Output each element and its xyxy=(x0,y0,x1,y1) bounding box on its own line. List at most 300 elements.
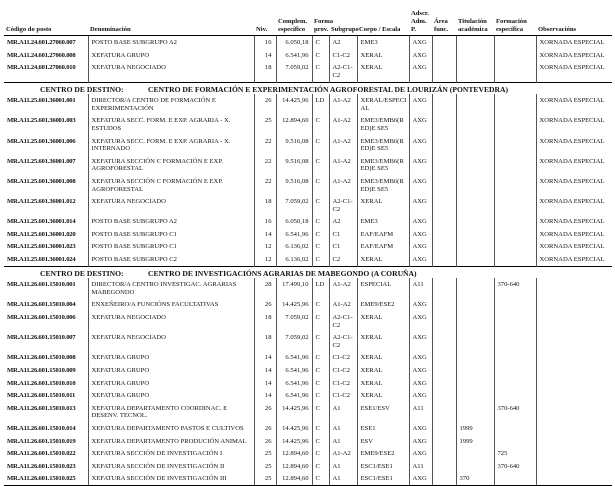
cell-corpo: ESC1/ESE1 xyxy=(357,460,409,473)
cell-codigo: MR.A11.26.601.15010.007 xyxy=(4,331,88,351)
column-header-area xyxy=(432,8,456,36)
cell-titulacion xyxy=(456,155,494,175)
cell-area xyxy=(432,389,456,402)
cell-complem: 6.541,96 xyxy=(276,49,312,62)
section-header-cell xyxy=(4,82,612,94)
cell-titulacion xyxy=(456,215,494,228)
cell-subgrupo: A1 xyxy=(329,435,357,448)
cell-niv: 25 xyxy=(254,460,276,473)
cell-subgrupo: A2-C1-C2 xyxy=(329,311,357,331)
cell-formacion xyxy=(494,422,536,435)
cell-corpo: XERAL xyxy=(357,389,409,402)
cell-complem: 14.425,96 xyxy=(276,402,312,422)
table-row xyxy=(4,36,612,49)
cell-codigo: MR.A11.25.601.36001.012 xyxy=(4,195,88,215)
cell-obs xyxy=(536,311,612,331)
cell-forma: C xyxy=(312,402,329,422)
cell-adscr: AXG xyxy=(409,331,432,351)
cell-codigo: MR.A11.25.601.36001.006 xyxy=(4,135,88,155)
column-header-line1: Adscr. xyxy=(411,10,429,17)
cell-complem: 6.541,96 xyxy=(276,351,312,364)
cell-complem: 12.894,60 xyxy=(276,472,312,485)
column-header-line1: Forma xyxy=(314,17,334,25)
cell-corpo: XERAL xyxy=(357,377,409,390)
cell-titulacion xyxy=(456,447,494,460)
cell-niv: 12 xyxy=(254,240,276,253)
cell-obs xyxy=(536,364,612,377)
cell-niv: 26 xyxy=(254,435,276,448)
cell-formacion xyxy=(494,331,536,351)
cell-subgrupo: C1-C2 xyxy=(329,49,357,62)
cell-formacion xyxy=(494,311,536,331)
column-header-line2: Adm. P. xyxy=(411,18,427,33)
cell-complem: 14.425,96 xyxy=(276,435,312,448)
cell-adscr: AXG xyxy=(409,422,432,435)
cell-forma: LD xyxy=(312,94,329,114)
cell-formacion xyxy=(494,36,536,49)
cell-obs xyxy=(536,389,612,402)
cell-niv: 14 xyxy=(254,364,276,377)
table-row xyxy=(4,61,612,82)
cell-corpo: EME3/EMB6(RED)E SE5 xyxy=(357,155,409,175)
section-header-row xyxy=(4,82,612,94)
cell-adscr: AXG xyxy=(409,311,432,331)
cell-denom: POSTO BASE SUBGRUPO C1 xyxy=(88,240,254,253)
column-header-line1 xyxy=(331,18,355,26)
cell-codigo: MR.A11.25.601.36001.020 xyxy=(4,228,88,241)
table-row xyxy=(4,175,612,195)
cell-forma: C xyxy=(312,435,329,448)
cell-corpo: EAF/EAFM xyxy=(357,240,409,253)
cell-forma: C xyxy=(312,311,329,331)
cell-complem: 6.541,96 xyxy=(276,228,312,241)
cell-area xyxy=(432,36,456,49)
column-header-line2: prov. xyxy=(314,25,329,33)
cell-forma: C xyxy=(312,114,329,134)
centro-destino-name: CENTRO DE INVESTIGACIÓNS AGRARIAS DE MABEGONDO (A CORUÑA) xyxy=(148,268,417,278)
cell-denom: XEFATURA NEGOCIADO xyxy=(88,61,254,82)
table-row xyxy=(4,351,612,364)
table-row xyxy=(4,49,612,62)
cell-corpo: XERAL xyxy=(357,331,409,351)
cell-subgrupo: A2-C1-C2 xyxy=(329,195,357,215)
cell-complem: 6.050,18 xyxy=(276,215,312,228)
cell-subgrupo: C1 xyxy=(329,228,357,241)
cell-titulacion xyxy=(456,94,494,114)
cell-denom: XEFATURA GRUPO xyxy=(88,49,254,62)
cell-complem: 12.894,60 xyxy=(276,460,312,473)
cell-obs xyxy=(536,278,612,298)
cell-titulacion xyxy=(456,402,494,422)
cell-niv: 16 xyxy=(254,215,276,228)
cell-titulacion xyxy=(456,460,494,473)
cell-formacion xyxy=(494,377,536,390)
centro-destino-label: CENTRO DE DESTINO: xyxy=(40,84,124,94)
cell-titulacion xyxy=(456,253,494,266)
column-header-line2: Código do posto xyxy=(6,25,52,33)
cell-denom: POSTO BASE SUBGRUPO C1 xyxy=(88,228,254,241)
cell-formacion xyxy=(494,351,536,364)
table-row xyxy=(4,447,612,460)
section-header-row xyxy=(4,266,612,278)
cell-niv: 22 xyxy=(254,155,276,175)
cell-adscr: A11 xyxy=(409,278,432,298)
cell-denom: DIRECTOR/A CENTRO DE FORMACIÓN E EXPERIMENTACIÓN xyxy=(88,94,254,114)
cell-subgrupo: A1-A2 xyxy=(329,94,357,114)
cell-area xyxy=(432,311,456,331)
cell-codigo: MR.A11.26.601.15010.023 xyxy=(4,460,88,473)
cell-denom: XEFATURA SECCIÓN C FORMACIÓN E EXP. AGROFORESTAL xyxy=(88,155,254,175)
cell-complem: 9.516,08 xyxy=(276,175,312,195)
cell-denom: POSTO BASE SUBGRUPO A2 xyxy=(88,215,254,228)
cell-corpo: XERAL xyxy=(357,195,409,215)
table-row xyxy=(4,364,612,377)
table-row xyxy=(4,472,612,485)
cell-obs: XORNADA ESPECIAL xyxy=(539,117,605,125)
rpt-table xyxy=(4,8,612,486)
cell-area xyxy=(432,402,456,422)
table-row xyxy=(4,155,612,175)
table-row xyxy=(4,435,612,448)
cell-subgrupo: A1-A2 xyxy=(329,135,357,155)
table-row xyxy=(4,298,612,311)
cell-formacion: 370-640 xyxy=(494,278,536,298)
table-row xyxy=(4,215,612,228)
column-header-line2: Denominación xyxy=(90,25,131,33)
cell-subgrupo: C1-C2 xyxy=(329,377,357,390)
cell-formacion xyxy=(494,240,536,253)
cell-titulacion xyxy=(456,175,494,195)
cell-corpo: EAF/EAFM xyxy=(357,228,409,241)
table-row xyxy=(4,422,612,435)
cell-obs xyxy=(536,435,612,448)
cell-subgrupo: C1-C2 xyxy=(329,351,357,364)
cell-codigo: MR.A11.25.601.36001.023 xyxy=(4,240,88,253)
column-header-line1: Formación xyxy=(496,17,527,25)
cell-forma: C xyxy=(312,215,329,228)
cell-obs: XORNADA ESPECIAL xyxy=(539,51,605,59)
cell-complem: 7.059,02 xyxy=(276,311,312,331)
cell-area xyxy=(432,135,456,155)
column-header-line2: func. xyxy=(434,25,449,33)
table-row xyxy=(4,278,612,298)
cell-obs xyxy=(536,351,612,364)
table-body xyxy=(4,36,612,486)
cell-adscr: AXG xyxy=(409,351,432,364)
cell-denom: XEFATURA GRUPO xyxy=(88,389,254,402)
table-row xyxy=(4,240,612,253)
cell-adscr: AXG xyxy=(409,298,432,311)
table-row xyxy=(4,195,612,215)
cell-area xyxy=(432,175,456,195)
cell-niv: 14 xyxy=(254,351,276,364)
cell-complem: 12.894,60 xyxy=(276,447,312,460)
cell-titulacion: 1999 xyxy=(456,422,494,435)
cell-codigo: MR.A11.26.601.15010.010 xyxy=(4,377,88,390)
cell-obs: XORNADA ESPECIAL xyxy=(539,177,605,185)
column-header-niv xyxy=(254,8,276,36)
cell-adscr: AXG xyxy=(409,61,432,82)
cell-adscr: AXG xyxy=(409,447,432,460)
cell-subgrupo: A2-C1-C2 xyxy=(329,61,357,82)
cell-adscr: AXG xyxy=(409,114,432,134)
cell-titulacion xyxy=(456,61,494,82)
cell-codigo: MR.A11.26.601.15010.013 xyxy=(4,402,88,422)
cell-titulacion xyxy=(456,240,494,253)
cell-corpo: ESE1/ESV xyxy=(357,402,409,422)
cell-forma: C xyxy=(312,228,329,241)
cell-subgrupo: A1-A2 xyxy=(329,298,357,311)
cell-forma: C xyxy=(312,240,329,253)
cell-corpo: ESPECIAL xyxy=(357,278,409,298)
cell-niv: 18 xyxy=(254,311,276,331)
cell-titulacion xyxy=(456,331,494,351)
cell-titulacion xyxy=(456,311,494,331)
cell-formacion: 725 xyxy=(494,447,536,460)
cell-adscr: AXG xyxy=(409,253,432,266)
cell-titulacion xyxy=(456,49,494,62)
cell-codigo: MR.A11.25.601.36001.007 xyxy=(4,155,88,175)
cell-subgrupo: A2-C1-C2 xyxy=(329,331,357,351)
cell-obs: XORNADA ESPECIAL xyxy=(539,198,605,206)
cell-corpo: EME3/EMB6(RED)E SE5 xyxy=(357,175,409,195)
cell-corpo: ESE1 xyxy=(357,422,409,435)
cell-adscr: AXG xyxy=(409,49,432,62)
cell-corpo: XERAL xyxy=(357,311,409,331)
centro-destino-label: CENTRO DE DESTINO: xyxy=(40,268,124,278)
cell-corpo: XERAL xyxy=(357,364,409,377)
cell-corpo: EME3/EMB6(RED)E SE5 xyxy=(357,135,409,155)
cell-adscr: AXG xyxy=(409,155,432,175)
cell-codigo: MR.A11.26.601.15010.006 xyxy=(4,311,88,331)
cell-area xyxy=(432,61,456,82)
cell-corpo: XERAL xyxy=(357,253,409,266)
cell-area xyxy=(432,447,456,460)
column-header-complem xyxy=(276,8,312,36)
column-header-line1 xyxy=(538,18,610,26)
cell-forma: LD xyxy=(312,278,329,298)
column-header-subgrupo xyxy=(329,8,357,36)
cell-corpo: XERAL xyxy=(357,351,409,364)
cell-adscr: AXG xyxy=(409,195,432,215)
cell-niv: 18 xyxy=(254,61,276,82)
cell-subgrupo: C1-C2 xyxy=(329,364,357,377)
cell-formacion xyxy=(494,135,536,155)
cell-denom: XEFATURA DEPARTAMENTO PRODUCIÓN ANIMAL xyxy=(88,435,254,448)
cell-complem: 14.425,96 xyxy=(276,298,312,311)
cell-codigo: MR.A11.24.601.27060.008 xyxy=(4,49,88,62)
column-header-line2: académica xyxy=(458,25,488,33)
cell-area xyxy=(432,278,456,298)
table-row xyxy=(4,389,612,402)
cell-titulacion xyxy=(456,377,494,390)
cell-denom: XEFATURA NEGOCIADO xyxy=(88,195,254,215)
column-header-line2: Corpo / Escala xyxy=(359,25,401,33)
cell-formacion xyxy=(494,195,536,215)
cell-corpo: EME3 xyxy=(357,215,409,228)
cell-obs xyxy=(536,298,612,311)
cell-subgrupo: A1-A2 xyxy=(329,114,357,134)
cell-denom: DIRECTOR/A CENTRO INVESTIGAC. AGRARIAS MABEGONDO xyxy=(88,278,254,298)
cell-obs xyxy=(536,422,612,435)
cell-area xyxy=(432,49,456,62)
cell-forma: C xyxy=(312,389,329,402)
cell-titulacion xyxy=(456,298,494,311)
cell-formacion xyxy=(494,389,536,402)
cell-denom: XEFATURA GRUPO xyxy=(88,351,254,364)
cell-complem: 12.894,60 xyxy=(276,114,312,134)
cell-adscr: AXG xyxy=(409,175,432,195)
cell-corpo: ESC1/ESE1 xyxy=(357,472,409,485)
cell-corpo: XERAL xyxy=(357,61,409,82)
cell-codigo: MR.A11.25.601.36001.001 xyxy=(4,94,88,114)
cell-adscr: AXG xyxy=(409,377,432,390)
column-header-line2: Subgrupo xyxy=(331,25,359,33)
cell-niv: 26 xyxy=(254,94,276,114)
cell-denom: XEFATURA SECCIÓN DE INVESTIGACIÓN III xyxy=(88,472,254,485)
table-header xyxy=(4,8,612,36)
cell-complem: 9.516,08 xyxy=(276,135,312,155)
table-row xyxy=(4,377,612,390)
cell-formacion xyxy=(494,215,536,228)
cell-titulacion: 370 xyxy=(456,472,494,485)
cell-forma: C xyxy=(312,155,329,175)
cell-subgrupo: A2 xyxy=(329,215,357,228)
column-header-line1: Complem. xyxy=(278,17,308,25)
column-header-line1 xyxy=(6,18,86,26)
cell-formacion: 370-640 xyxy=(494,460,536,473)
cell-subgrupo: C1-C2 xyxy=(329,389,357,402)
cell-obs: XORNADA ESPECIAL xyxy=(539,64,605,72)
cell-forma: C xyxy=(312,49,329,62)
cell-forma: C xyxy=(312,36,329,49)
cell-denom: XEFATURA DEPARTAMENTO PASTOS E CULTIVOS xyxy=(88,422,254,435)
cell-adscr: AXG xyxy=(409,135,432,155)
cell-formacion xyxy=(494,155,536,175)
cell-subgrupo: A1-A2 xyxy=(329,447,357,460)
header-row xyxy=(4,8,612,36)
cell-denom: XEFATURA GRUPO xyxy=(88,377,254,390)
cell-forma: C xyxy=(312,351,329,364)
cell-obs: XORNADA ESPECIAL xyxy=(539,157,605,165)
cell-area xyxy=(432,240,456,253)
table-row xyxy=(4,94,612,114)
cell-formacion xyxy=(494,94,536,114)
cell-titulacion xyxy=(456,135,494,155)
cell-complem: 6.541,96 xyxy=(276,389,312,402)
cell-adscr: AXG xyxy=(409,472,432,485)
cell-niv: 25 xyxy=(254,447,276,460)
cell-formacion xyxy=(494,175,536,195)
cell-niv: 18 xyxy=(254,195,276,215)
table-row xyxy=(4,460,612,473)
cell-obs: XORNADA ESPECIAL xyxy=(539,230,605,238)
cell-titulacion xyxy=(456,114,494,134)
cell-complem: 6.136,02 xyxy=(276,240,312,253)
cell-niv: 14 xyxy=(254,389,276,402)
column-header-line1 xyxy=(256,18,274,26)
cell-area xyxy=(432,422,456,435)
column-header-adscr xyxy=(409,8,432,36)
cell-obs xyxy=(536,460,612,473)
cell-adscr: AXG xyxy=(409,94,432,114)
cell-niv: 28 xyxy=(254,278,276,298)
cell-denom: XEFATURA SECCIÓN DE INVESTIGACIÓN I xyxy=(88,447,254,460)
column-header-line1 xyxy=(90,18,252,26)
cell-subgrupo: A2 xyxy=(329,36,357,49)
cell-titulacion xyxy=(456,364,494,377)
cell-adscr: AXG xyxy=(409,240,432,253)
cell-adscr: AXG xyxy=(409,364,432,377)
table-row xyxy=(4,114,612,134)
column-header-obs xyxy=(536,8,612,36)
cell-codigo: MR.A11.26.601.15010.009 xyxy=(4,364,88,377)
cell-area xyxy=(432,114,456,134)
cell-adscr: AXG xyxy=(409,36,432,49)
cell-niv: 16 xyxy=(254,36,276,49)
column-header-formacion xyxy=(494,8,536,36)
cell-formacion xyxy=(494,228,536,241)
cell-subgrupo: A1-A2 xyxy=(329,175,357,195)
cell-denom: XEFATURA NEGOCIADO xyxy=(88,331,254,351)
column-header-line2: Observacións xyxy=(538,25,577,33)
column-header-titulacion xyxy=(456,8,494,36)
cell-niv: 26 xyxy=(254,422,276,435)
cell-corpo: EME9/ESE2 xyxy=(357,447,409,460)
cell-obs: XORNADA ESPECIAL xyxy=(539,39,605,47)
cell-forma: C xyxy=(312,364,329,377)
cell-codigo: MR.A11.25.601.36001.024 xyxy=(4,253,88,266)
cell-obs: XORNADA ESPECIAL xyxy=(539,256,605,264)
cell-niv: 25 xyxy=(254,114,276,134)
cell-corpo: XERAL xyxy=(357,49,409,62)
cell-forma: C xyxy=(312,195,329,215)
cell-forma: C xyxy=(312,253,329,266)
column-header-line1: Área xyxy=(434,17,448,25)
column-header-line2: específico xyxy=(278,25,306,33)
cell-codigo: MR.A11.25.601.36001.014 xyxy=(4,215,88,228)
cell-titulacion xyxy=(456,351,494,364)
cell-complem: 6.136,02 xyxy=(276,253,312,266)
cell-titulacion: 1999 xyxy=(456,435,494,448)
cell-subgrupo: A1 xyxy=(329,472,357,485)
centro-destino-name: CENTRO DE FORMACIÓN E EXPERIMENTACIÓN AGROFORESTAL DE LOURIZÁN (PONTEVEDRA) xyxy=(148,84,509,94)
cell-obs xyxy=(536,447,612,460)
cell-forma: C xyxy=(312,298,329,311)
cell-formacion: 370-640 xyxy=(494,402,536,422)
cell-obs: XORNADA ESPECIAL xyxy=(539,97,605,105)
cell-forma: C xyxy=(312,175,329,195)
cell-complem: 14.425,96 xyxy=(276,94,312,114)
cell-corpo: ESV xyxy=(357,435,409,448)
cell-forma: C xyxy=(312,61,329,82)
cell-niv: 14 xyxy=(254,228,276,241)
cell-niv: 26 xyxy=(254,402,276,422)
column-header-codigo xyxy=(4,8,88,36)
cell-titulacion xyxy=(456,195,494,215)
cell-denom: XEFATURA SECCIÓN DE INVESTIGACIÓN II xyxy=(88,460,254,473)
cell-codigo: MR.A11.26.601.15010.022 xyxy=(4,447,88,460)
cell-titulacion xyxy=(456,36,494,49)
cell-formacion xyxy=(494,472,536,485)
cell-adscr: A11 xyxy=(409,460,432,473)
cell-area xyxy=(432,351,456,364)
column-header-line2: específica xyxy=(496,25,524,33)
cell-subgrupo: A1 xyxy=(329,460,357,473)
cell-adscr: A11 xyxy=(409,402,432,422)
cell-codigo: MR.A11.24.601.27060.010 xyxy=(4,61,88,82)
column-header-corpo xyxy=(357,8,409,36)
